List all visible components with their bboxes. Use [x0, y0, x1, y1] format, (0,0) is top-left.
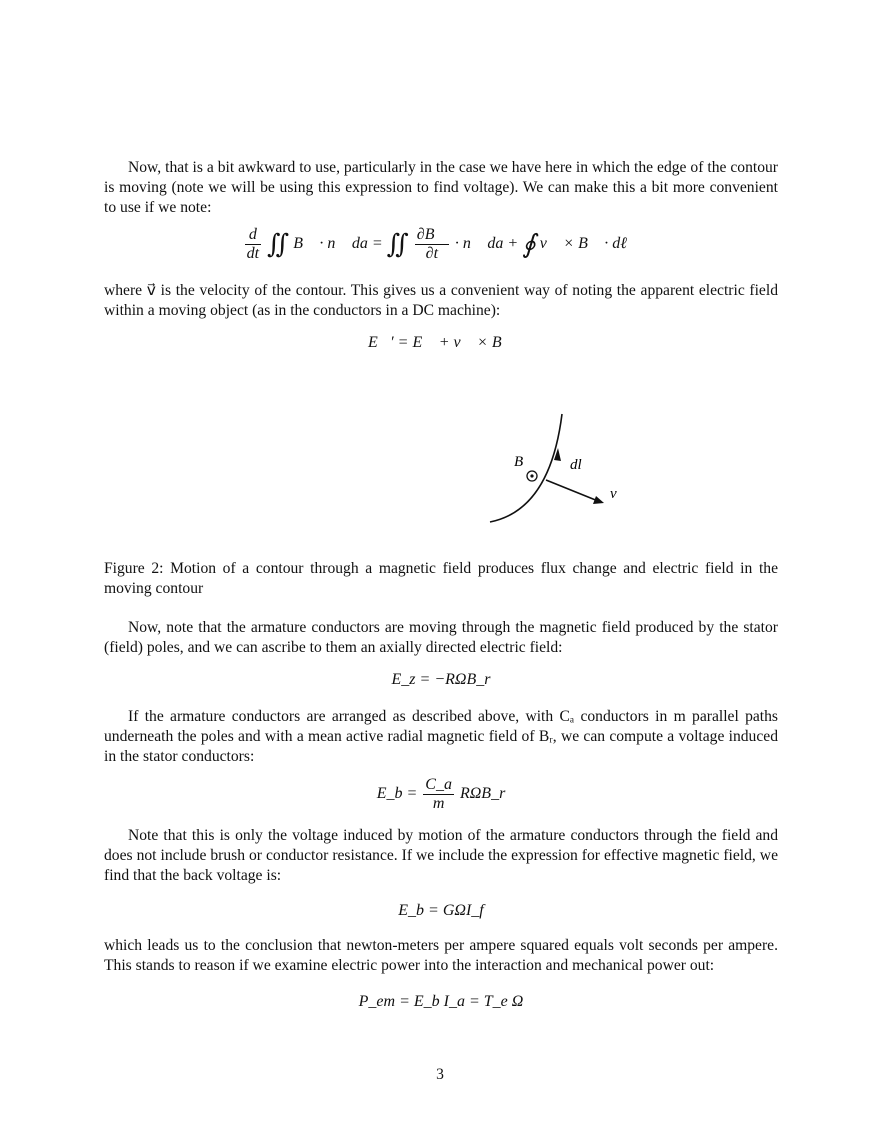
paragraph-velocity: where v⃗ is the velocity of the contour. This gives us a convenient way of noting the apparent electric field within a moving object (as in the conductors in a DC machine): — [104, 282, 778, 319]
eq4-lhs: E_b = — [376, 785, 418, 803]
double-integral-symbol-rhs: ∬ — [386, 229, 409, 259]
paragraph-conductors: If the armature conductors are arranged as described above, with Cₐ conductors in m parallel paths underneath the poles and with a mean active radial magnetic field of Bᵣ, we can compute a voltage induced in the stator conductors: — [104, 708, 778, 765]
equation-back-voltage: E_b = GΩI_f — [398, 902, 484, 919]
frac-partial-b-partial-t: $\frac{\partial B⃗}{\partial t}$ — [416, 226, 447, 262]
equation-flux-derivative — [104, 226, 778, 263]
equation-apparent-field: E⃗′ = E⃗ + v⃗ × B⃗ — [367, 334, 515, 351]
velocity-arrowhead — [593, 496, 604, 504]
paragraph-armature: Now, note that the armature conductors are moving through the magnetic field produced by the stator (field) poles, and we can ascribe to them an axially directed electric field: — [104, 619, 778, 656]
double-integral-symbol: ∬ — [267, 229, 290, 259]
b-field-dot — [530, 474, 533, 477]
eq1-lhs-body: B⃗ · n⃗ da = — [293, 235, 383, 253]
eq1-rhs-mid: · n⃗ da + — [454, 235, 519, 253]
contour-integral-symbol: ∮ — [522, 229, 536, 259]
equation-power: P_em = E_b I_a = T_e Ω — [358, 993, 524, 1010]
equation-induced-voltage — [104, 776, 778, 813]
paragraph-back-voltage: Note that this is only the voltage induced by motion of the armature conductors through the field and does not include brush or conductor resistance. If we include the expression for effective magnetic field, we find that the back voltage is: — [104, 827, 778, 884]
paragraph-power: which leads us to the conclusion that newton-meters per ampere squared equals volt seconds per ampere. This stands to reason if we examine electric power into the interaction and mechanical power out: — [104, 937, 778, 974]
label-b: B⃗ — [514, 454, 535, 470]
figure-contour-diagram — [470, 410, 640, 535]
paragraph-intro: Now, that is a bit awkward to use, particularly in the case we have here in which the edge of the contour is moving (note we will be using this expression to find voltage). We can make this a bit more convenient to use if we note: — [104, 159, 778, 216]
label-dl: dl⃗ — [570, 457, 594, 473]
figure-caption: Figure 2: Motion of a contour through a magnetic field produces flux change and electric field in the moving contour — [104, 560, 778, 597]
frac-ca-m: $\frac{C\_a}{m}$ — [425, 776, 452, 812]
page-number: 3 — [436, 1066, 444, 1083]
frac-d-dt: $\frac{d}{dt}$ — [246, 226, 260, 262]
eq1-rhs-end: v⃗ × B⃗ · dℓ⃗ — [539, 235, 640, 253]
velocity-arrow-line — [546, 480, 598, 501]
equation-axial-field: E_z = −RΩB_r — [391, 671, 491, 688]
eq4-rhs: RΩB_r — [459, 785, 506, 803]
label-v: v⃗ — [610, 486, 629, 502]
